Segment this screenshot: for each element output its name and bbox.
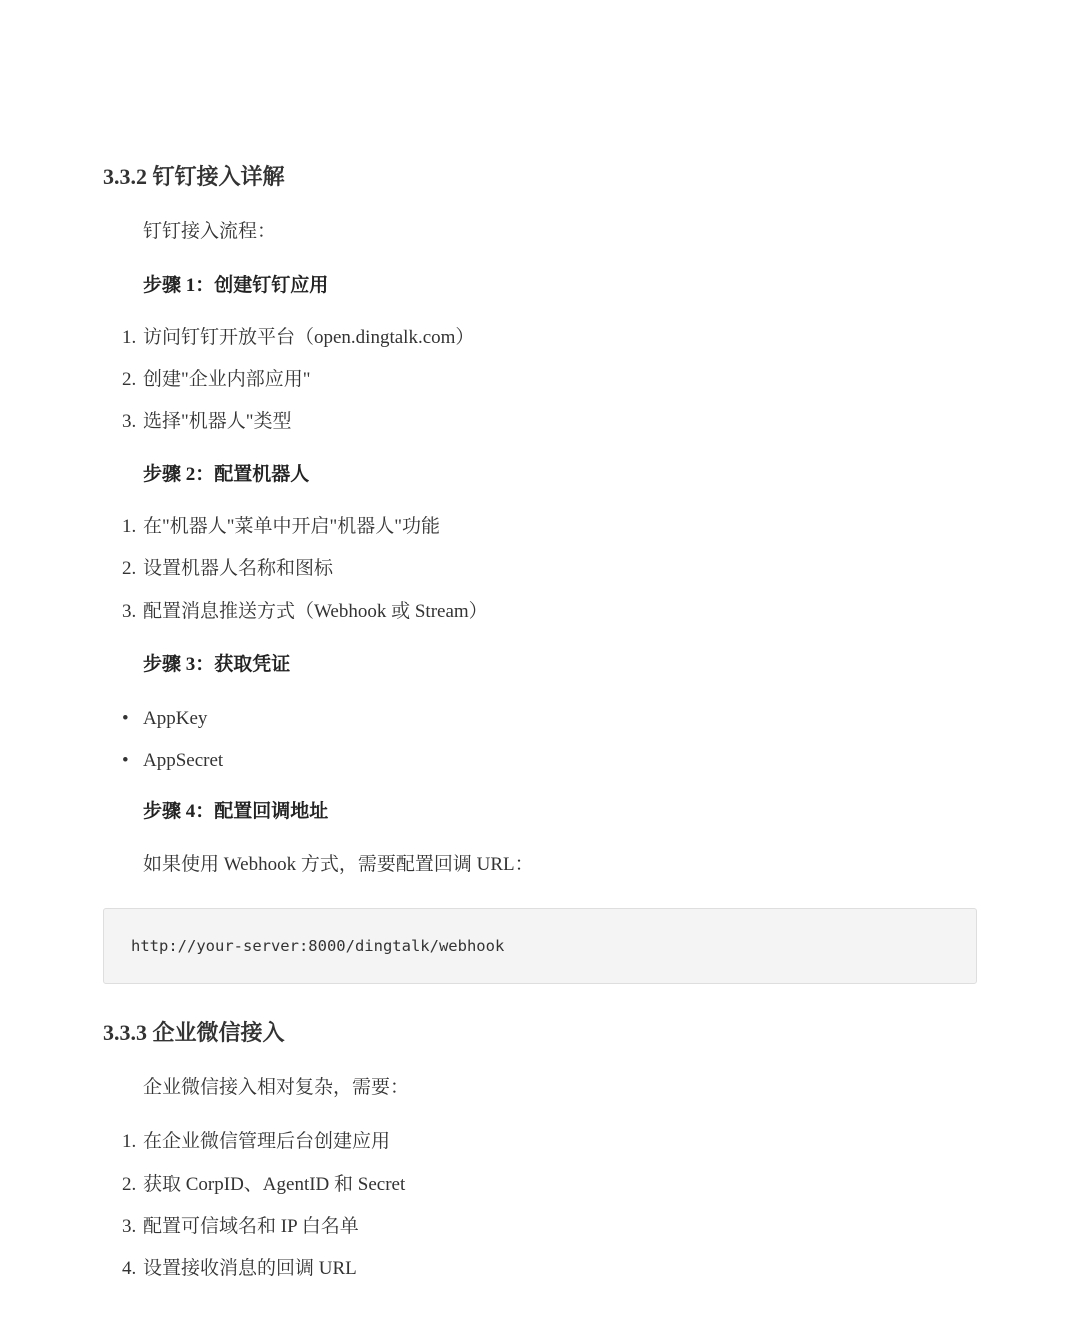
list-item-text: 获取 CorpID、AgentID 和 Secret: [143, 1174, 406, 1195]
step-2-title: 步骤 2：配置机器人: [143, 464, 310, 485]
list-item: [122, 408, 292, 436]
webhook-url-code: http://your-server:8000/dingtalk/webhook: [131, 937, 505, 955]
list-item-text: 配置可信域名和 IP 白名单: [143, 1216, 359, 1237]
section-heading-wecom: 3.3.3 企业微信接入: [103, 1020, 285, 1045]
list-number: 3.: [122, 601, 137, 622]
list-number: 3.: [122, 1216, 137, 1237]
list-item-text: 设置接收消息的回调 URL: [143, 1258, 357, 1279]
bullet-item-text: AppSecret: [143, 750, 224, 771]
bullet-dot-icon: •: [122, 750, 129, 771]
list-item-text: 在企业微信管理后台创建应用: [143, 1131, 391, 1152]
list-number: 1.: [122, 327, 137, 348]
list-item: [122, 598, 488, 626]
bullet-item: [122, 747, 223, 775]
step-3-title: 步骤 3：获取凭证: [143, 654, 291, 675]
list-item: [122, 1213, 359, 1241]
step-4-text: 如果使用 Webhook 方式，需要配置回调 URL：: [143, 854, 534, 875]
list-item-text: 配置消息推送方式（Webhook 或 Stream）: [143, 601, 488, 622]
list-item-text: 选择"机器人"类型: [143, 411, 292, 432]
list-item: [122, 366, 311, 394]
list-item: [122, 555, 333, 583]
list-item-text: 在"机器人"菜单中开启"机器人"功能: [143, 516, 441, 537]
list-number: 2.: [122, 558, 137, 579]
list-item-text: 设置机器人名称和图标: [143, 558, 334, 579]
step-4-title: 步骤 4：配置回调地址: [143, 801, 329, 822]
dingtalk-intro: 钉钉接入流程：: [143, 221, 277, 242]
list-number: 1.: [122, 1131, 137, 1152]
list-number: 3.: [122, 411, 137, 432]
list-number: 2.: [122, 1174, 137, 1195]
list-item-text: 创建"企业内部应用": [143, 369, 311, 390]
list-number: 2.: [122, 369, 137, 390]
list-item: [122, 1128, 390, 1156]
bullet-item: [122, 705, 207, 733]
section-heading-dingtalk: 3.3.2 钉钉接入详解: [103, 164, 285, 189]
bullet-dot-icon: •: [122, 708, 129, 729]
code-block: [103, 908, 977, 984]
list-item: [122, 513, 440, 541]
list-item: [122, 324, 474, 352]
list-item: [122, 1171, 405, 1199]
list-item-text: 访问钉钉开放平台（open.dingtalk.com）: [143, 327, 475, 348]
wecom-intro: 企业微信接入相对复杂，需要：: [143, 1077, 410, 1098]
list-number: 4.: [122, 1258, 137, 1279]
list-number: 1.: [122, 516, 137, 537]
bullet-item-text: AppKey: [143, 708, 208, 729]
list-item: [122, 1255, 357, 1283]
step-1-title: 步骤 1：创建钉钉应用: [143, 275, 329, 296]
